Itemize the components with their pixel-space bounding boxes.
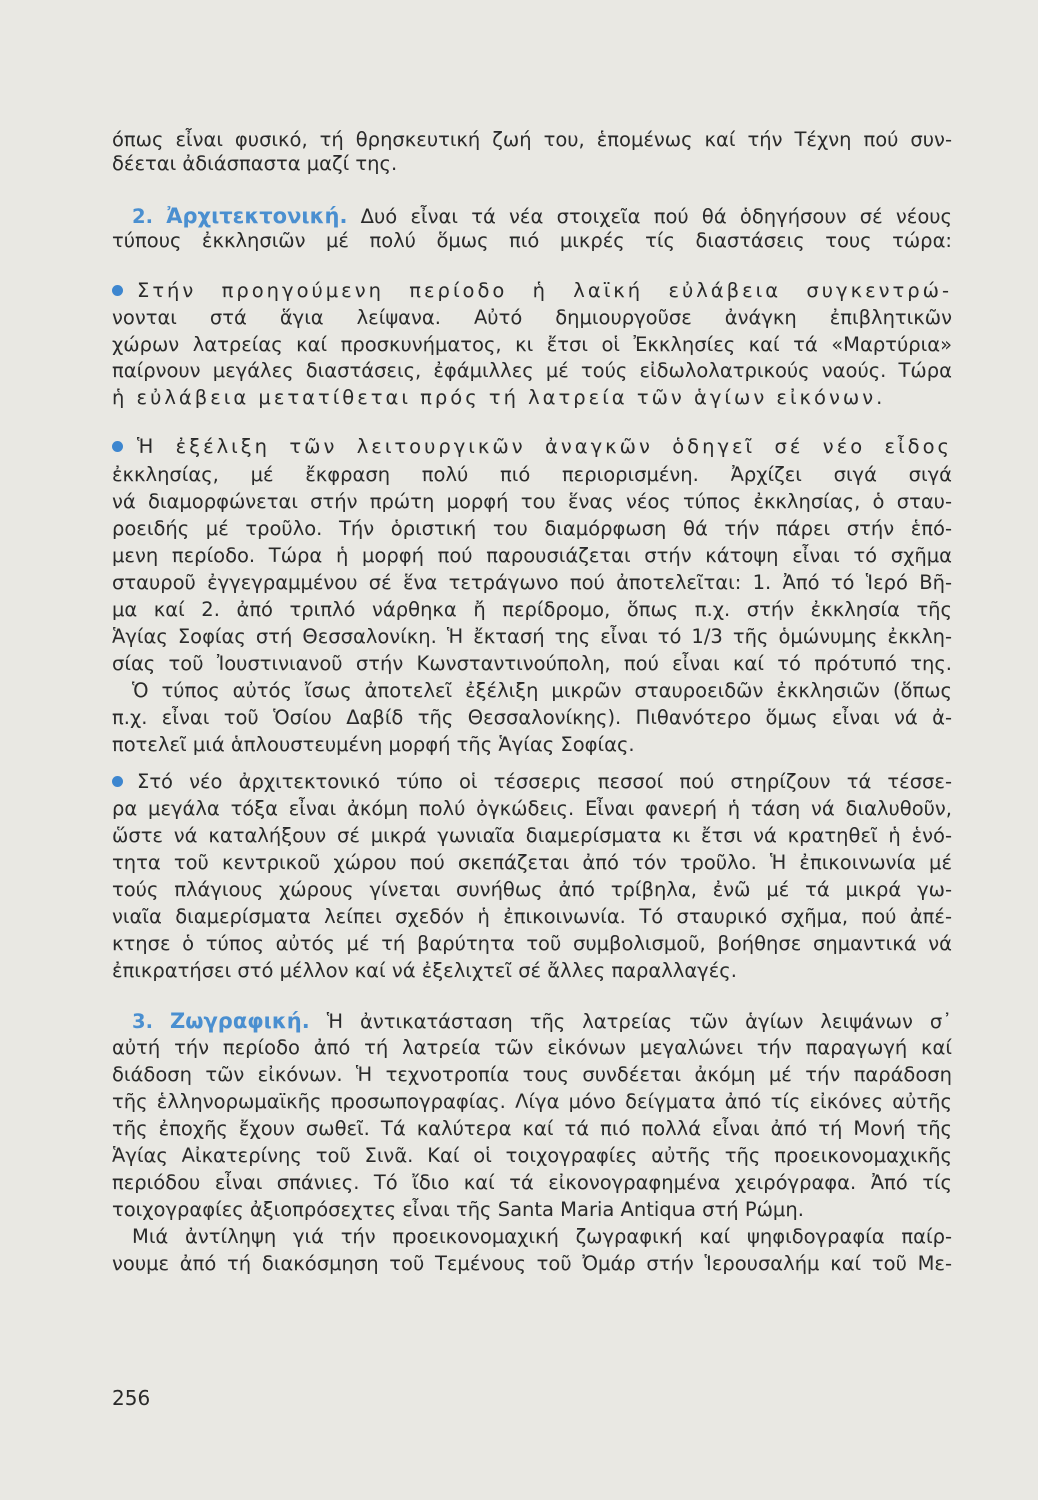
page-number: 256 [112,1386,151,1410]
text-span: Στήν προηγούμενη περίοδο ἡ λαϊκή εὐλάβεια συγκεντρώ- [137,279,952,302]
text-line: Ἁγίας Σοφίας στή Θεσσαλονίκη. Ἡ ἔκτασή της εἶναι τό 1/3 τῆς ὁμώνυμης ἐκκλη- [112,625,952,648]
text-line: ὥστε νά καταλήξουν σέ μικρά γωνιαῖα διαμερίσματα κι ἔτσι νά κρατηθεῖ ἡ ἑνό- [112,824,952,847]
text-line: νά διαμορφώνεται στήν πρώτη μορφή του ἕνας νέος τύπος ἐκκλησίας, ὁ σταυ- [112,490,952,513]
text-span: Δυό εἶναι τά νέα στοιχεῖα πού θά ὁδηγήσουν σέ νέους [360,205,952,228]
text-line: νονται στά ἅγια λείψανα. Αὐτό δημιουργοῦσε ἀνάγκη ἐπιβλητικῶν [112,306,952,329]
text-line: τοιχογραφίες ἀξιοπρόσεχτες εἶναι τῆς Santa Maria Antiqua στή Ρώμη. [112,1198,804,1221]
text-line: περιόδου εἶναι σπάνιες. Τό ἴδιο καί τά εἰκονογραφημένα χειρόγραφα. Ἀπό τίς [112,1171,952,1194]
text-line: ἐπικρατήσει στό μέλλον καί νά ἐξελιχτεῖ σέ ἄλλες παραλλαγές. [112,959,737,982]
text-line: ἡ εὐλάβεια μετατίθεται πρός τή λατρεία τῶν ἁγίων εἰκόνων. [112,386,886,409]
bullet-paragraph-first-line [112,279,952,303]
section-painting-first-line [112,1009,952,1033]
text-line: τητα τοῦ κεντρικοῦ χώρου πού σκεπάζεται ἀπό τόν τροῦλο. Ἡ ἐπικοινωνία μέ [112,851,952,874]
section-heading-painting: Ζωγραφική. [170,1009,310,1033]
text-line: σίας τοῦ Ἰουστινιανοῦ στήν Κωνσταντινούπολη, πού εἶναι καί τό πρότυπό της. [112,652,952,675]
text-line: μενη περίοδο. Τώρα ἡ μορφή πού παρουσιάζεται στήν κάτοψη εἶναι τό σχῆμα [112,544,952,567]
bullet-icon [112,776,123,787]
text-line: ρα μεγάλα τόξα εἶναι ἀκόμη πολύ ὀγκώδεις. Εἶναι φανερή ἡ τάση νά διαλυθοῦν, [112,797,952,820]
text-line: τύπους ἐκκλησιῶν μέ πολύ ὅμως πιό μικρές τίς διαστάσεις τους τώρα: [112,229,952,252]
text-line: π.χ. εἶναι τοῦ Ὁσίου Δαβίδ τῆς Θεσσαλονίκης). Πιθανότερο ὅμως εἶναι νά ἀ- [112,706,952,729]
text-line: διάδοση τῶν εἰκόνων. Ἡ τεχνοτροπία τους συνδέεται ἀκόμη μέ τήν παράδοση [112,1063,952,1086]
text-line: ἐκκλησίας, μέ ἔκφραση πολύ πιό περιορισμένη. Ἀρχίζει σιγά σιγά [112,463,952,486]
text-span: Ἡ ἀντικατάσταση τῆς λατρείας τῶν ἁγίων λειψάνων σ᾽ [326,1010,953,1033]
bullet-paragraph-first-line [112,435,952,459]
section-number: 3. [132,1010,153,1033]
text-line: Ὁ τύπος αὐτός ἴσως ἀποτελεῖ ἐξέλιξη μικρῶν σταυροειδῶν ἐκκλησιῶν (ὅπως [132,679,952,702]
text-span: Ἡ ἐξέλιξη τῶν λειτουργικῶν ἀναγκῶν ὁδηγεῖ σέ νέο εἶδος [137,435,952,458]
text-span: Στό νέο ἀρχιτεκτονικό τύπο οἱ τέσσερις πεσσοί πού στηρίζουν τά τέσσε- [137,770,952,793]
text-line: κτησε ὁ τύπος αὐτός μέ τή βαρύτητα τοῦ συμβολισμοῦ, βοήθησε σημαντικά νά [112,932,952,955]
text-line: τῆς ἐποχῆς ἔχουν σωθεῖ. Τά καλύτερα καί τά πιό πολλά εἶναι ἀπό τή Μονή τῆς [112,1117,952,1140]
text-line: Ἁγίας Αἰκατερίνης τοῦ Σινᾶ. Καί οἱ τοιχογραφίες αὐτῆς τῆς προεικονομαχικῆς [112,1144,952,1167]
text-line: παίρνουν μεγάλες διαστάσεις, ἐφάμιλλες μέ τούς εἰδωλολατρικούς ναούς. Τώρα [112,359,952,382]
text-line: ροειδής μέ τροῦλο. Τήν ὁριστική του διαμόρφωση θά τήν πάρει στήν ἑπό- [112,517,952,540]
text-line: τῆς ἑλληνορωμαϊκῆς προσωπογραφίας. Λίγα μόνο δείγματα ἀπό τίς εἰκόνες αὐτῆς [112,1090,952,1113]
text-line: νουμε ἀπό τή διακόσμηση τοῦ Τεμένους τοῦ Ὀμάρ στήν Ἱερουσαλήμ καί τοῦ Με- [112,1252,952,1275]
section-heading-architecture: Ἀρχιτεκτονική. [166,204,348,228]
text-line: δέεται ἀδιάσπαστα μαζί της. [112,152,398,175]
bullet-icon [112,441,123,452]
text-line: Μιά ἀντίληψη γιά τήν προεικονομαχική ζωγραφική καί ψηφιδογραφία παίρ- [132,1225,952,1248]
text-line: όπως εἶναι φυσικό, τή θρησκευτική ζωή του, ἑπομένως καί τήν Τέχνη πού συν- [112,128,952,151]
section-number: 2. [132,205,153,228]
text-line: νιαῖα διαμερίσματα λείπει σχεδόν ἡ ἐπικοινωνία. Τό σταυρικό σχῆμα, πού ἀπέ- [112,905,952,928]
bullet-paragraph-first-line [112,770,952,794]
text-line: ποτελεῖ μιά ἁπλουστευμένη μορφή τῆς Ἁγίας Σοφίας. [112,733,635,756]
text-line: σταυροῦ ἐγγεγραμμένου σέ ἕνα τετράγωνο πού ἀποτελεῖται: 1. Ἀπό τό Ἱερό Βῆ- [112,571,952,594]
bullet-icon [112,285,123,296]
text-line: αὐτή τήν περίοδο ἀπό τή λατρεία τῶν εἰκόνων μεγαλώνει τήν παραγωγή καί [112,1036,952,1059]
section-architecture-first-line [112,204,952,228]
text-line: τούς πλάγιους χώρους γίνεται συνήθως ἀπό τρίβηλα, ἐνῶ μέ τά μικρά γω- [112,878,952,901]
text-line: χώρων λατρείας καί προσκυνήματος, κι ἔτσι οἱ Ἐκκλησίες καί τά «Μαρτύρια» [112,333,952,356]
text-line: μα καί 2. ἀπό τριπλό νάρθηκα ἤ περίδρομο, ὅπως π.χ. στήν ἐκκλησία τῆς [112,598,952,621]
